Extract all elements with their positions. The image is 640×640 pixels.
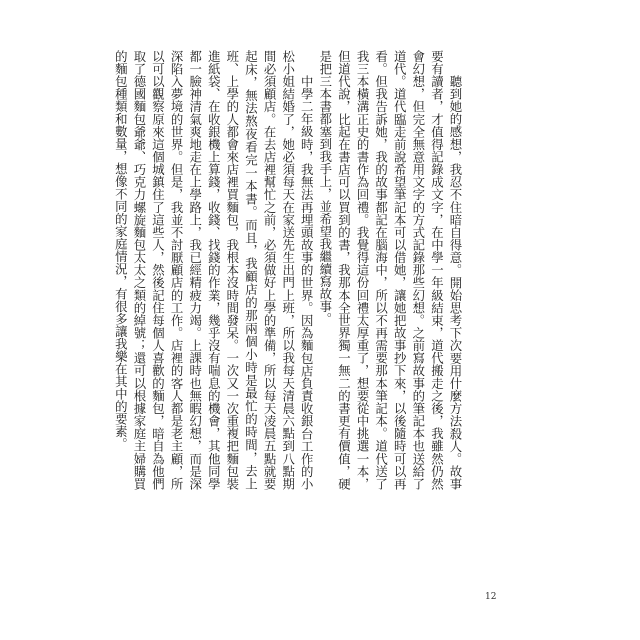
page-number: 12 <box>485 592 497 602</box>
paragraph-2: 中學二年級時，我無法再埋頭故事的世界。因為麵包店負責收銀台工作的小松小姐結婚了，她必須每天在家送先生出門上班，所以我每天清晨六點到八點期間必須顧店。在去店裡幫忙之前，必須做好上學的準備，所以每天凌晨五點就要起床，無法熬夜看完一本書。而且，我顧店的那兩個小時是最忙的時間，去上班、上學的人都會來店裡買麵包，我根本沒時間發呆。一次又一次重複把麵包裝進紙袋、在收銀機上算錢，收錢、找錢的作業，幾乎沒有喘息的機會，其他同學都一臉神清氣爽地走在上學路上，我已經精疲力竭。上課時也無暇幻想，而是深深陷入夢境的世界。但是，我並不討厭顧店的工作。店裡的客人都是老主顧，所以可以觀察原來這個城鎮住了這些人，然後記住每個人喜歡的麵包，暗自為他們取了德國麵包爺爺、巧克力螺旋麵包太太之類的綽號；還可以根據家庭主婦購買的麵包種類和數量，想像不同的家庭情況，有很多讓我樂在其中的要素。 <box>113 50 315 490</box>
vertical-text-body <box>111 50 478 490</box>
paragraph-1: 聽到她的感想，我忍不住暗自得意。開始思考下次要用什麼方法殺人。故事要有讀者，才值得記錄成文字，在中學一年級結束，道代搬走之後，我雖然仍然會幻想，但完全無意用文字的方式記錄那些幻想。之前寫故事的筆記本也送給了道代。道代臨走前說希望筆記本可以借她，讓她把故事抄下來，以後隨時可以再看。但我告訴她，我的故事都記在腦海中，所以不再需要那本筆記本。道代送了我三本橫溝正史的書作為回禮。我覺得這份回禮太厚重了，想要從中挑選一本，但道代說，比起在書店可以買到的書，我那本全世界獨一無二的書更有價值，硬是把三本書都塞到我手上，並希望我繼續寫故事。 <box>317 50 463 490</box>
